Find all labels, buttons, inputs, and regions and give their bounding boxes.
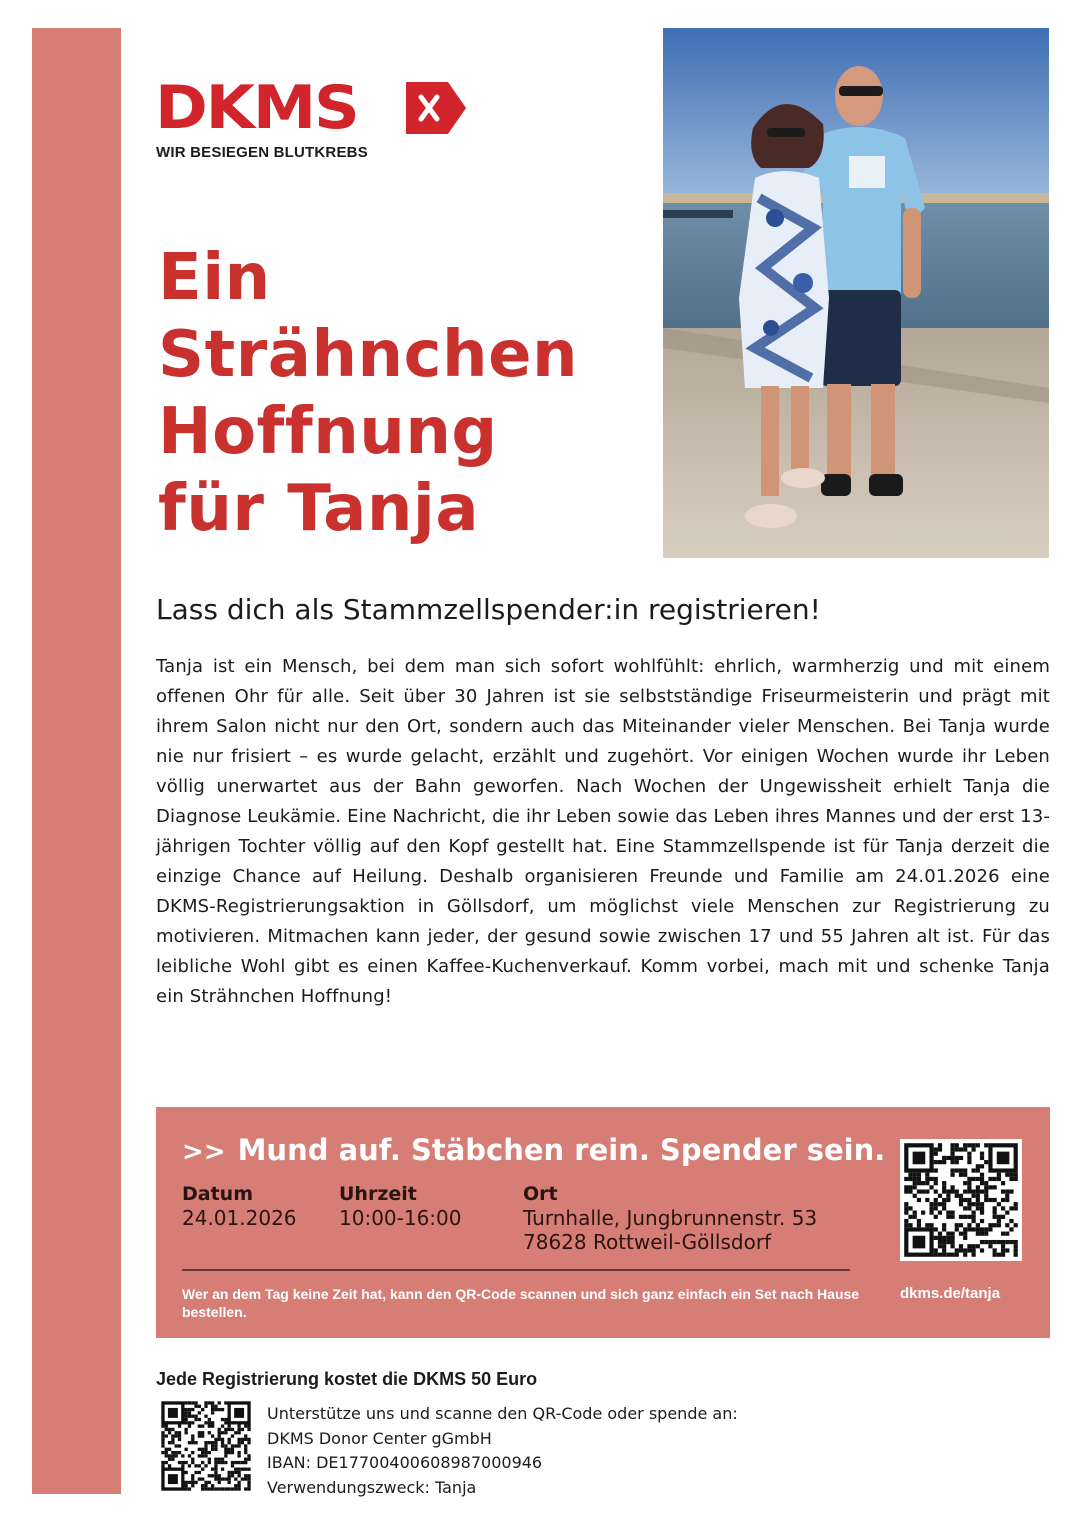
headline-line: Ein <box>158 241 271 315</box>
place-label: Ort <box>523 1183 558 1205</box>
logo-wordmark: DKMS <box>155 73 358 143</box>
registration-qr-code[interactable] <box>900 1139 1022 1261</box>
date-value: 24.01.2026 <box>182 1206 297 1230</box>
headline-line: Hoffnung <box>158 395 498 469</box>
cost-line: Jede Registrierung kostet die DKMS 50 Euro <box>156 1369 538 1389</box>
logo-x-arrow-icon <box>406 82 466 134</box>
time-value: 10:00-16:00 <box>339 1206 462 1230</box>
headline-line: für Tanja <box>158 472 480 546</box>
event-divider <box>182 1269 850 1271</box>
place-line-2: 78628 Rottweil-Göllsdorf <box>523 1230 772 1254</box>
donation-details <box>267 1402 738 1500</box>
event-time <box>339 1182 462 1230</box>
donation-intro: Unterstütze uns und scanne den QR-Code oder spende an: <box>267 1404 738 1423</box>
qr-code-icon <box>900 1139 1022 1261</box>
dkms-logo[interactable] <box>155 73 368 161</box>
couple-photo-icon <box>663 28 1049 558</box>
home-kit-note: Wer an dem Tag keine Zeit hat, kann den QR-Code scannen und sich ganz einfach ein Set nach Hause bestellen. <box>182 1286 860 1320</box>
event-info-box <box>156 1107 1050 1338</box>
event-place <box>523 1182 817 1254</box>
slogan-text: Mund auf. Stäbchen rein. Spender sein. <box>237 1133 886 1167</box>
decorative-side-bar <box>32 28 121 1494</box>
event-date <box>182 1182 297 1230</box>
time-label: Uhrzeit <box>339 1183 417 1205</box>
logo-claim: WIR BESIEGEN BLUTKREBS <box>156 144 368 161</box>
donation-recipient: DKMS Donor Center gGmbH <box>267 1428 492 1448</box>
donation-purpose: Verwendungszweck: Tanja <box>267 1477 477 1497</box>
double-chevron-icon: >> <box>182 1137 226 1167</box>
couple-photo <box>663 28 1049 558</box>
place-line-1: Turnhalle, Jungbrunnenstr. 53 <box>523 1206 818 1230</box>
qr-code-icon <box>158 1398 254 1494</box>
date-label: Datum <box>182 1183 253 1205</box>
donation-iban: IBAN: DE17700400608987000946 <box>267 1453 543 1472</box>
subheadline: Lass dich als Stammzellspender:in registrieren! <box>156 593 821 626</box>
event-link[interactable]: dkms.de/tanja <box>900 1285 1001 1302</box>
event-slogan <box>182 1133 885 1167</box>
headline <box>158 240 578 548</box>
story-paragraph: Tanja ist ein Mensch, bei dem man sich sofort wohlfühlt: ehrlich, warmherzig und mit einem offenen Ohr für alle. Seit über 30 Jahren ist sie selbstständige Friseurmeisterin und prägt mit ihrem Salon nicht nur den Ort, sondern auch das Miteinander vieler Menschen. Bei Tanja wurde nie nur frisiert – es wurde gelacht, erzählt und zugehört. Vor einigen Wochen wurde ihr Leben völlig unerwartet aus der Bahn geworfen. Nach Wochen der Ungewissheit erhielt Tanja die Diagnose Leukämie. Eine Nachricht, die ihr Leben sowie das Leben ihres Mannes und der erst 13-jährigen Tochter völlig auf den Kopf gestellt hat. Eine Stammzellspende ist für Tanja derzeit die einzige Chance auf Heilung. Deshalb organisieren Freunde und Familie am 24.01.2026 eine DKMS-Registrierungsaktion in Göllsdorf, um möglichst viele Menschen zur Registrierung zu motivieren. Mitmachen kann jeder, der gesund sowie zwischen 17 und 55 Jahren alt ist. Für das leibliche Wohl gibt es einen Kaffee-Kuchenverkauf. Komm vorbei, mach mit und schenke Tanja ein Strähnchen Hoffnung! <box>156 656 1050 1007</box>
donation-qr-code[interactable] <box>158 1398 254 1494</box>
headline-line: Strähnchen <box>158 318 579 392</box>
